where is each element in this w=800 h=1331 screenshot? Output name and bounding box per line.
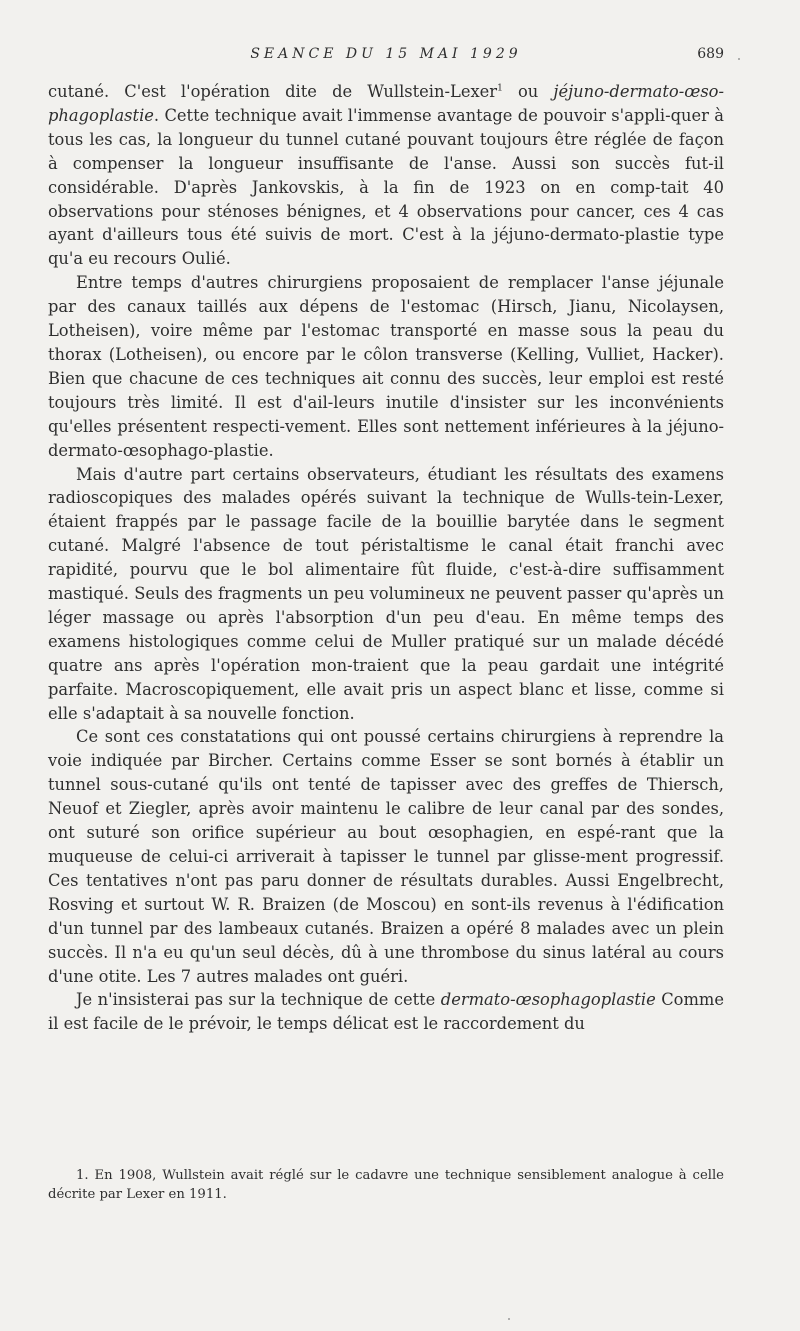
footnote: 1. En 1908, Wullstein avait réglé sur le cadavre une technique sensiblement analogue à celle décrite par Lexer en 1911. bbox=[48, 1168, 724, 1202]
paragraph-4: Ce sont ces constatations qui ont poussé certains chirurgiens à reprendre la voie indiquée par Bircher. Certains comme Esser se sont bornés à établir un tunnel sous-cutané qu'ils ont tenté de tapisser avec des greffes de Thiersch, Neuof et Ziegler, après avoir maintenu le calibre de leur canal par des sondes, ont suturé son orifice supérieur au bout œsophagien, en espé-rant que la muqueuse de celui-ci arriverait à tapisser le tunnel par glisse-ment progressif. Ces tentatives n'ont pas paru donner de résultats durables. Aussi Engelbrecht, Rosving et surtout W. R. Braizen (de Moscou) en sont-ils revenus à l'édification d'un tunnel par des lambeaux cutanés. Braizen a opéré 8 malades avec un plein succès. Il n'a eu qu'un seul décès, dû à une thrombose du sinus latéral au cours d'une otite. Les 7 autres malades ont guéri. bbox=[48, 727, 724, 986]
paragraph-1-text-b: ou bbox=[502, 82, 554, 101]
paragraph-2: Entre temps d'autres chirurgiens proposaient de remplacer l'anse jéjunale par des canaux taillés aux dépens de l'estomac (Hirsch, Jianu, Nicolaysen, Lotheisen), voire même par l'estomac transporté en masse sous la peau du thorax (Lotheisen), ou encore par le côlon transverse (Kelling, Vulliet, Hacker). Bien que chacune de ces techniques ait connu des succès, leur emploi est resté toujours très limité. Il est d'ail-leurs inutile d'insister sur les inconvénients qu'elles présentent respecti-vement. Elles sont nettement inférieures à la jéjuno-dermato-œsophago-plastie. bbox=[48, 273, 724, 460]
running-head bbox=[48, 44, 724, 66]
running-title: SEANCE DU 15 MAI 1929 bbox=[250, 46, 522, 62]
paragraph-5-text-a: Je n'insisterai pas sur la technique de cette bbox=[76, 990, 441, 1010]
page-number: 689 bbox=[697, 46, 724, 62]
paragraph-1-italic-term: jéjuno-dermato-œso-phagoplastie bbox=[48, 82, 724, 125]
body-text bbox=[48, 80, 724, 1036]
paragraph-1-text-c: . Cette technique avait l'immense avantage de pouvoir s'appli-quer à tous les cas, la longueur du tunnel cutané pouvant toujours être réglée de façon à compenser la longueur insuffisante de l'anse. Aussi son succès fut-il considérable. D'après Jankovskis, à la fin de 1923 on en comp-tait 40 observations pour sténoses bénignes, et 4 observations pour cancer, ces 4 cas ayant d'ailleurs tous été suivis de mort. C'est à la jéjuno-dermato-plastie type qu'a eu recours Oulié. bbox=[48, 105, 724, 269]
paragraph-3: Mais d'autre part certains observateurs, étudiant les résultats des examens radioscopiques des malades opérés suivant la technique de Wulls-tein-Lexer, étaient frappés par le passage facile de la bouillie barytée dans le segment cutané. Malgré l'absence de tout péristaltisme le canal était franchi avec rapidité, pourvu que le bol alimentaire fût fluide, c'est-à-dire suffisamment mastiqué. Seuls des fragments un peu volumineux ne peuvent passer qu'après un léger massage ou après l'absorption d'un peu d'eau. En même temps des examens histologiques comme celui de Muller pratiqué sur un malade décédé quatre ans après l'opération mon-traient que la peau gardait une intégrité parfaite. Macroscopiquement, elle avait pris un aspect blanc et lisse, comme si elle s'adaptait à sa nouvelle fonction. bbox=[48, 464, 724, 723]
paragraph-5 bbox=[48, 988, 724, 1036]
footnote-ref: 1 bbox=[497, 83, 503, 94]
scan-speck bbox=[508, 1318, 510, 1320]
paragraph-1 bbox=[48, 80, 724, 271]
paragraph-5-text-b: Comme il est facile de le prévoir, le temps délicat est le raccordement du bbox=[48, 990, 724, 1034]
scan-speck bbox=[738, 58, 740, 60]
paragraph-5-italic-term: dermato-œsophagoplastie bbox=[440, 990, 656, 1010]
paragraph-1-text-a: cutané. C'est l'opération dite de Wullstein-Lexer bbox=[48, 82, 498, 101]
